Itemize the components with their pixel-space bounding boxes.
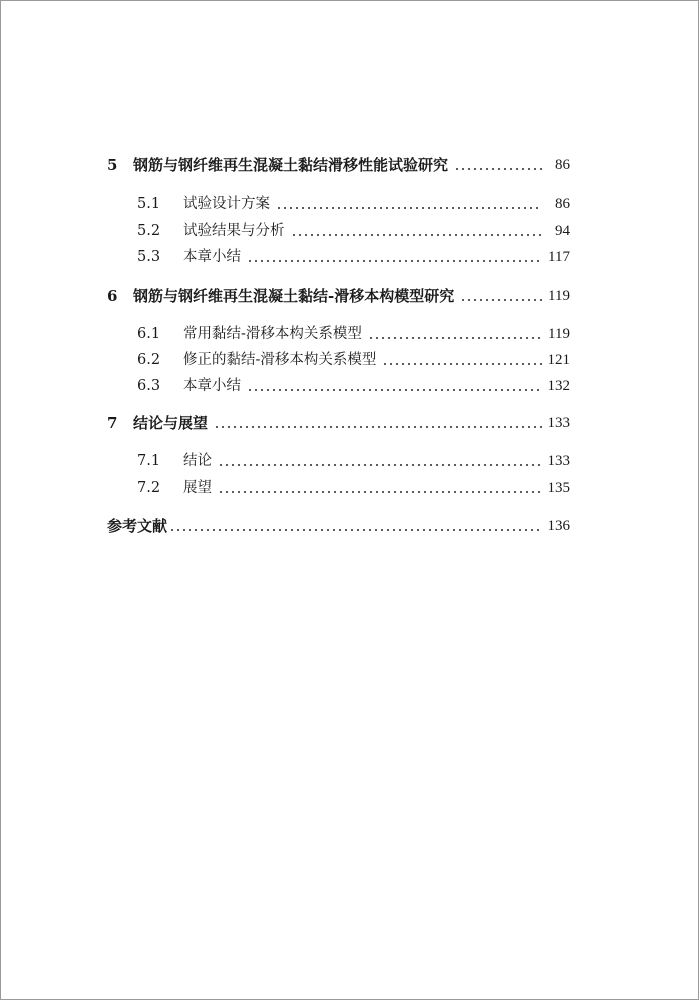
- page-number: 133: [547, 453, 570, 469]
- toc-references[interactable]: [107, 514, 570, 538]
- section-number: 5.2: [137, 223, 161, 239]
- page-number: 136: [547, 518, 570, 534]
- section-number: 6.1: [137, 326, 161, 342]
- section-number: 6.2: [137, 352, 161, 368]
- dot-leader: [368, 337, 542, 339]
- section-title: 试验设计方案: [183, 196, 270, 212]
- page-number: 117: [548, 249, 570, 265]
- dot-leader: [276, 207, 542, 209]
- page-number: 135: [547, 480, 570, 496]
- references-title: 参考文献: [107, 517, 168, 535]
- chapter-number: 6: [107, 287, 118, 305]
- dot-leader: [291, 234, 543, 236]
- section-number: 6.3: [137, 378, 161, 394]
- toc-chapter-5[interactable]: [107, 153, 570, 177]
- page-number: 86: [555, 196, 570, 212]
- dot-leader: [460, 299, 542, 301]
- toc-section-5-1[interactable]: [107, 192, 570, 216]
- dot-leader: [214, 426, 541, 428]
- page-number: 86: [555, 157, 570, 173]
- page-number: 133: [547, 415, 570, 431]
- section-number: 5.3: [137, 249, 161, 265]
- page-number: 121: [547, 352, 570, 368]
- page-number: 132: [547, 378, 570, 394]
- dot-leader: [218, 464, 542, 466]
- dot-leader: [454, 168, 542, 170]
- section-number: 7.2: [137, 480, 161, 496]
- dot-leader: [382, 363, 541, 365]
- dot-leader: [247, 389, 542, 391]
- section-title: 展望: [183, 480, 212, 496]
- chapter-number: 5: [107, 156, 118, 174]
- chapter-title: 结论与展望: [133, 414, 209, 432]
- toc-section-6-3[interactable]: [107, 374, 570, 398]
- toc-section-7-2[interactable]: [107, 476, 570, 500]
- section-title: 修正的黏结-滑移本构关系模型: [183, 352, 377, 368]
- page-number: 119: [548, 326, 570, 342]
- toc-section-5-2[interactable]: [107, 219, 570, 243]
- toc-section-5-3[interactable]: [107, 245, 570, 269]
- section-title: 本章小结: [183, 378, 241, 394]
- dot-leader: [169, 529, 541, 531]
- toc-chapter-7[interactable]: [107, 411, 570, 435]
- section-title: 结论: [183, 453, 212, 469]
- toc-section-6-2[interactable]: [107, 348, 570, 372]
- dot-leader: [247, 260, 542, 262]
- toc-chapter-6[interactable]: [107, 284, 570, 308]
- page-number: 119: [548, 288, 570, 304]
- chapter-number: 7: [107, 414, 118, 432]
- section-number: 5.1: [137, 196, 161, 212]
- toc-section-6-1[interactable]: [107, 322, 570, 346]
- section-title: 试验结果与分析: [183, 223, 285, 239]
- toc-section-7-1[interactable]: [107, 449, 570, 473]
- section-number: 7.1: [137, 453, 161, 469]
- chapter-title: 钢筋与钢纤维再生混凝土黏结-滑移本构模型研究: [133, 287, 455, 305]
- section-title: 常用黏结-滑移本构关系模型: [183, 326, 362, 342]
- chapter-title: 钢筋与钢纤维再生混凝土黏结滑移性能试验研究: [133, 156, 449, 174]
- dot-leader: [218, 491, 542, 493]
- section-title: 本章小结: [183, 249, 241, 265]
- page-number: 94: [555, 223, 570, 239]
